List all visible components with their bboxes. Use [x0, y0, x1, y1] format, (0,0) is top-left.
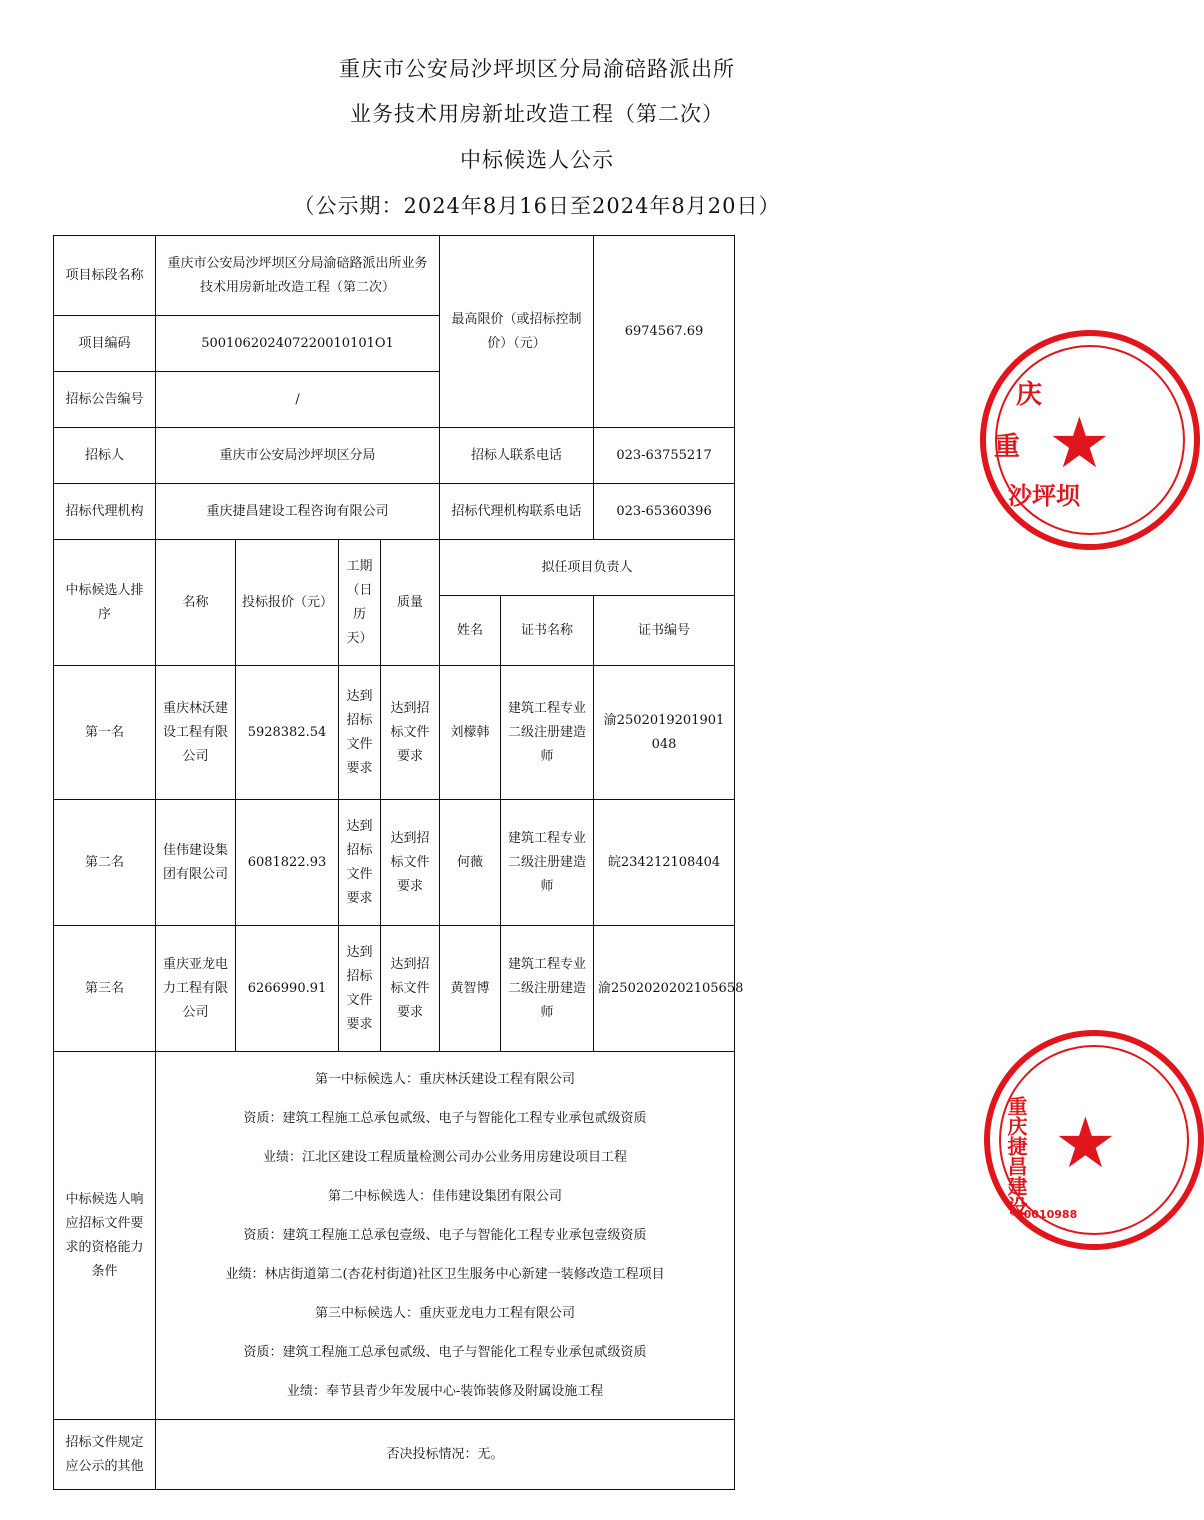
header-cert-name: 证书名称 — [501, 596, 594, 666]
qualification-content — [156, 1052, 735, 1420]
candidate-cert-name: 建筑工程专业二级注册建造师 — [501, 666, 594, 800]
other-label: 招标文件规定应公示的其他 — [54, 1420, 156, 1490]
max-price-label: 最高限价（或招标控制价）（元） — [440, 236, 594, 428]
seal-stamp-top — [980, 330, 1200, 550]
candidate-rank: 第三名 — [54, 926, 156, 1052]
qualification-line: 资质：建筑工程施工总承包贰级、电子与智能化工程专业承包贰级资质 — [243, 1345, 647, 1360]
candidate-cert-name: 建筑工程专业二级注册建造师 — [501, 926, 594, 1052]
candidate-person: 黄智博 — [440, 926, 501, 1052]
agency-label: 招标代理机构 — [54, 484, 156, 540]
tenderer-phone-value: 023-63755217 — [594, 428, 735, 484]
candidate-cert-no: 皖234212108404 — [594, 800, 735, 926]
candidate-cert-no: 渝2502019201901048 — [594, 666, 735, 800]
tenderer-value: 重庆市公安局沙坪坝区分局 — [156, 428, 440, 484]
publicity-period: （公示期：2024年8月16日至2024年8月20日） — [293, 194, 781, 218]
seal-text: 重 — [994, 432, 1021, 462]
title-line-1: 重庆市公安局沙坪坝区分局渝碚路派出所 — [339, 57, 735, 81]
table-row — [54, 666, 735, 800]
candidate-period: 达到招标文件要求 — [339, 666, 381, 800]
qualification-line: 资质：建筑工程施工总承包壹级、电子与智能化工程专业承包壹级资质 — [243, 1228, 647, 1243]
header-manager: 拟任项目负责人 — [440, 540, 735, 596]
candidate-price: 6081822.93 — [236, 800, 339, 926]
candidate-rank: 第一名 — [54, 666, 156, 800]
candidate-price: 6266990.91 — [236, 926, 339, 1052]
qualification-line: 业绩：奉节县青少年发展中心-装饰装修及附属设施工程 — [286, 1384, 604, 1399]
header-cert-no: 证书编号 — [594, 596, 735, 666]
qualification-line: 第三中标候选人：重庆亚龙电力工程有限公司 — [315, 1306, 576, 1321]
qualification-line: 第一中标候选人：重庆林沃建设工程有限公司 — [315, 1072, 576, 1087]
candidate-person: 何薇 — [440, 800, 501, 926]
header-person: 姓名 — [440, 596, 501, 666]
candidate-period: 达到招标文件要求 — [339, 800, 381, 926]
max-price-value: 6974567.69 — [594, 236, 735, 428]
candidate-name: 重庆林沃建设工程有限公司 — [156, 666, 236, 800]
other-value: 否决投标情况：无。 — [156, 1420, 735, 1490]
seal-text: 重庆捷昌建设 — [1004, 1096, 1028, 1216]
qualification-line: 资质：建筑工程施工总承包贰级、电子与智能化工程专业承包贰级资质 — [243, 1111, 647, 1126]
tenderer-label: 招标人 — [54, 428, 156, 484]
notice-no-value: / — [156, 372, 440, 428]
agency-phone-label: 招标代理机构联系电话 — [440, 484, 594, 540]
header-period: 工期（日历天） — [339, 540, 381, 666]
header-name: 名称 — [156, 540, 236, 666]
candidate-quality: 达到招标文件要求 — [381, 666, 440, 800]
candidate-quality: 达到招标文件要求 — [381, 800, 440, 926]
qualification-line: 第二中标候选人：佳伟建设集团有限公司 — [328, 1189, 563, 1204]
star-icon: ★ — [1048, 402, 1111, 484]
seal-text: 庆 — [1016, 380, 1043, 410]
agency-value: 重庆捷昌建设工程咨询有限公司 — [156, 484, 440, 540]
qualification-line: 业绩：林店街道第二(杏花村街道)社区卫生服务中心新建一装修改造工程项目 — [225, 1267, 665, 1282]
candidate-quality: 达到招标文件要求 — [381, 926, 440, 1052]
candidate-name: 佳伟建设集团有限公司 — [156, 800, 236, 926]
project-code-label: 项目编码 — [54, 316, 156, 372]
candidate-name: 重庆亚龙电力工程有限公司 — [156, 926, 236, 1052]
candidate-person: 刘檬韩 — [440, 666, 501, 800]
qualification-line: 业绩：江北区建设工程质量检测公司办公业务用房建设项目工程 — [263, 1150, 628, 1165]
table-row — [54, 800, 735, 926]
header-rank: 中标候选人排序 — [54, 540, 156, 666]
candidate-rank: 第二名 — [54, 800, 156, 926]
candidate-cert-name: 建筑工程专业二级注册建造师 — [501, 800, 594, 926]
seal-text: 沙坪坝 — [1008, 482, 1080, 510]
agency-phone-value: 023-65360396 — [594, 484, 735, 540]
tenderer-phone-label: 招标人联系电话 — [440, 428, 594, 484]
header-quality: 质量 — [381, 540, 440, 666]
title-line-3: 中标候选人公示 — [460, 148, 614, 172]
qualification-label: 中标候选人响应招标文件要求的资格能力条件 — [54, 1052, 156, 1420]
project-code-value: 500106202407220010101O1 — [156, 316, 440, 372]
candidate-cert-no: 渝2502020202105658 — [594, 926, 735, 1052]
star-icon: ★ — [1054, 1102, 1117, 1184]
project-name-label: 项目标段名称 — [54, 236, 156, 316]
project-name-value: 重庆市公安局沙坪坝区分局渝碚路派出所业务技术用房新址改造工程（第二次） — [156, 236, 440, 316]
notice-no-label: 招标公告编号 — [54, 372, 156, 428]
candidate-price: 5928382.54 — [236, 666, 339, 800]
header-price: 投标报价（元） — [236, 540, 339, 666]
title-line-2: 业务技术用房新址改造工程（第二次） — [350, 102, 724, 126]
candidate-period: 达到招标文件要求 — [339, 926, 381, 1052]
seal-stamp-bottom — [984, 1030, 1204, 1250]
table-row — [54, 926, 735, 1052]
candidate-table — [53, 235, 744, 1490]
seal-text: 50010988 — [1016, 1208, 1078, 1221]
